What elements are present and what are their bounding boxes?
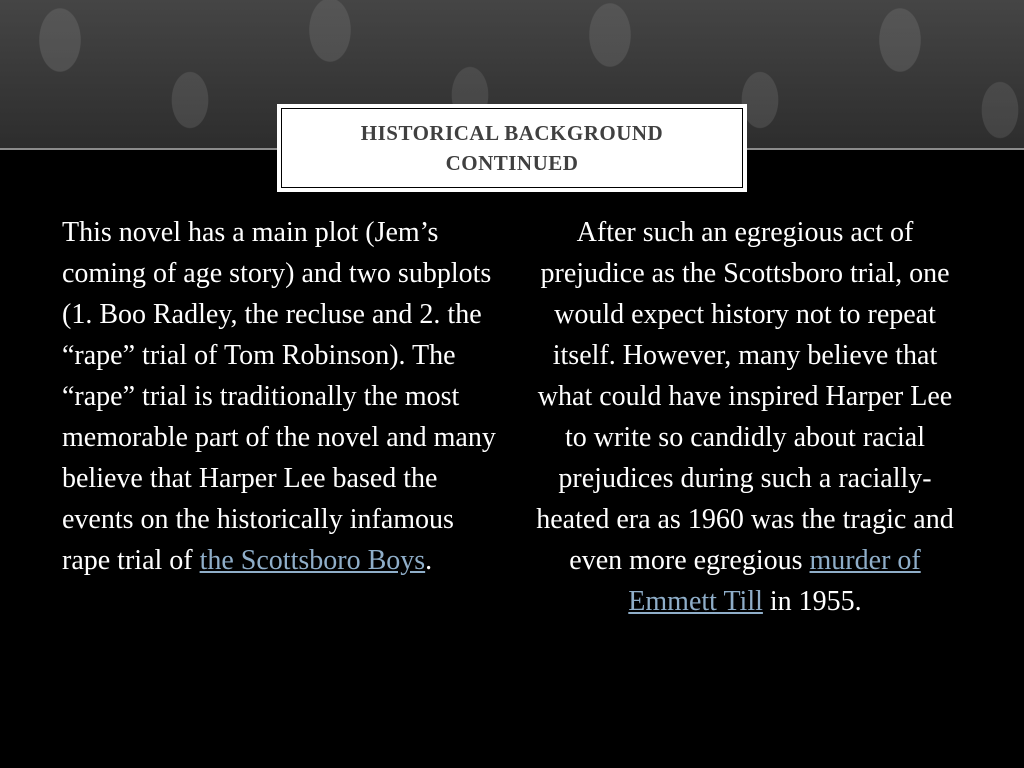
right-body-text: After such an egregious act of prejudice as the Scottsboro trial, one would expect history not to repeat itself. However, many believe that what could have inspired Harper Lee to write so candidly about racial prejudices during such a racially-heated era as 1960 was the tragic and even more egregious bbox=[536, 217, 954, 576]
left-body-text-end: . bbox=[425, 545, 433, 576]
left-body-text: This novel has a main plot (Jem’s coming of age story) and two subplots (1. Boo Radley, the recluse and 2. the “rape” trial of Tom Robinson). The “rape” trial is traditionally the most memorable part of the novel and many believe that Harper Lee based the events on the historically infamous rape trial of bbox=[62, 217, 496, 576]
slide-title: HISTORICAL BACKGROUND CONTINUED bbox=[360, 121, 664, 175]
right-column-text bbox=[528, 212, 962, 622]
right-body-text-end: in 1955. bbox=[762, 586, 862, 617]
left-column-text bbox=[62, 212, 502, 581]
scottsboro-boys-link[interactable]: the Scottsboro Boys bbox=[199, 545, 426, 576]
title-box bbox=[277, 104, 747, 192]
emmett-till-link[interactable]: murder of Emmett Till bbox=[628, 545, 921, 617]
